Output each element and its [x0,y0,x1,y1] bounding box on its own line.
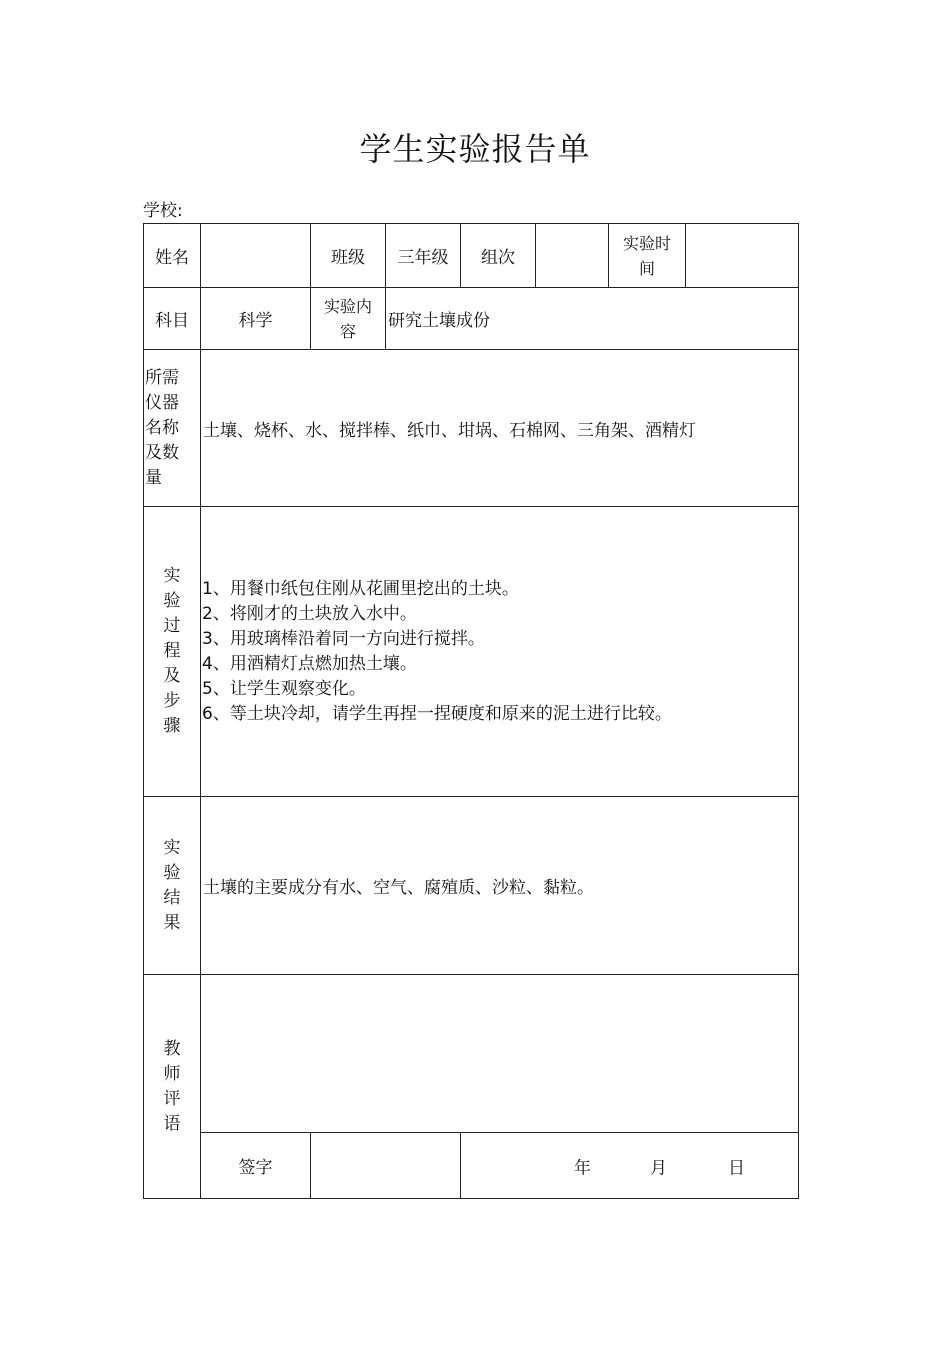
result-value[interactable]: 土壤的主要成分有水、空气、腐殖质、沙粒、黏粒。 [201,797,799,975]
process-step: 1、用餐巾纸包住刚从花圃里挖出的土块。 [202,578,519,599]
process-step: 5、让学生观察变化。 [202,678,366,699]
result-label-char: 验 [163,862,181,883]
row-signature [144,1133,799,1199]
equipment-label-line: 所需 [145,367,179,388]
result-label-char: 果 [163,912,181,933]
class-label: 班级 [311,224,386,288]
content-label-line1: 实验内 [323,296,372,316]
month-label: 月 [650,1158,667,1178]
content-label-line2: 容 [339,321,356,341]
equipment-label-line: 及数 [145,442,179,463]
page-title: 学生实验报告单 [359,130,591,168]
school-label: 学校: [143,201,183,221]
process-label-char: 程 [163,641,181,661]
comment-label-char: 师 [163,1063,181,1084]
comment-label-char: 教 [163,1038,181,1059]
process-label-char: 及 [163,666,181,686]
comment-label-char: 评 [163,1088,181,1109]
content-value[interactable]: 研究土壤成份 [386,288,799,350]
process-label-char: 实 [163,566,181,586]
date-field[interactable] [461,1133,799,1199]
row-basic-info [144,224,799,288]
time-label-line1: 实验时 [622,233,671,253]
report-table [143,223,799,1199]
group-label: 组次 [461,224,536,288]
comment-label [144,975,201,1199]
equipment-label [144,350,201,507]
equipment-value[interactable]: 土壤、烧杯、水、搅拌棒、纸巾、坩埚、石棉网、三角架、酒精灯 [201,350,799,507]
comment-label-char: 语 [163,1113,181,1134]
group-value[interactable] [536,224,609,288]
process-label-char: 步 [163,691,181,711]
process-step: 2、将刚才的土块放入水中。 [202,603,417,624]
row-process [144,507,799,797]
result-label [144,797,201,975]
process-label [144,507,201,797]
sign-value[interactable] [311,1133,461,1199]
name-value[interactable] [201,224,311,288]
process-label-char: 过 [163,616,181,636]
process-step: 6、等土块冷却，请学生再捏一捏硬度和原来的泥土进行比较。 [202,703,672,724]
time-value[interactable] [686,224,799,288]
row-result [144,797,799,975]
row-comment [144,975,799,1133]
year-label: 年 [574,1158,591,1178]
result-label-char: 实 [163,837,181,858]
subject-value[interactable]: 科学 [201,288,311,350]
time-label [609,224,686,288]
sign-label: 签字 [201,1133,311,1199]
process-label-char: 骤 [163,716,181,736]
result-label-char: 结 [163,887,181,908]
time-label-line2: 间 [638,258,655,278]
day-label: 日 [728,1158,745,1178]
subject-label: 科目 [144,288,201,350]
process-steps[interactable] [201,507,799,797]
process-step: 4、用酒精灯点燃加热土壤。 [202,653,417,674]
equipment-label-line: 名称 [145,417,179,438]
equipment-label-line: 量 [145,467,162,488]
row-equipment [144,350,799,507]
class-value[interactable]: 三年级 [386,224,461,288]
content-label [311,288,386,350]
equipment-label-line: 仪器 [145,392,179,413]
name-label: 姓名 [144,224,201,288]
comment-value[interactable] [201,975,799,1133]
row-subject [144,288,799,350]
process-label-char: 验 [163,591,181,611]
process-step: 3、用玻璃棒沿着同一方向进行搅拌。 [202,628,485,649]
